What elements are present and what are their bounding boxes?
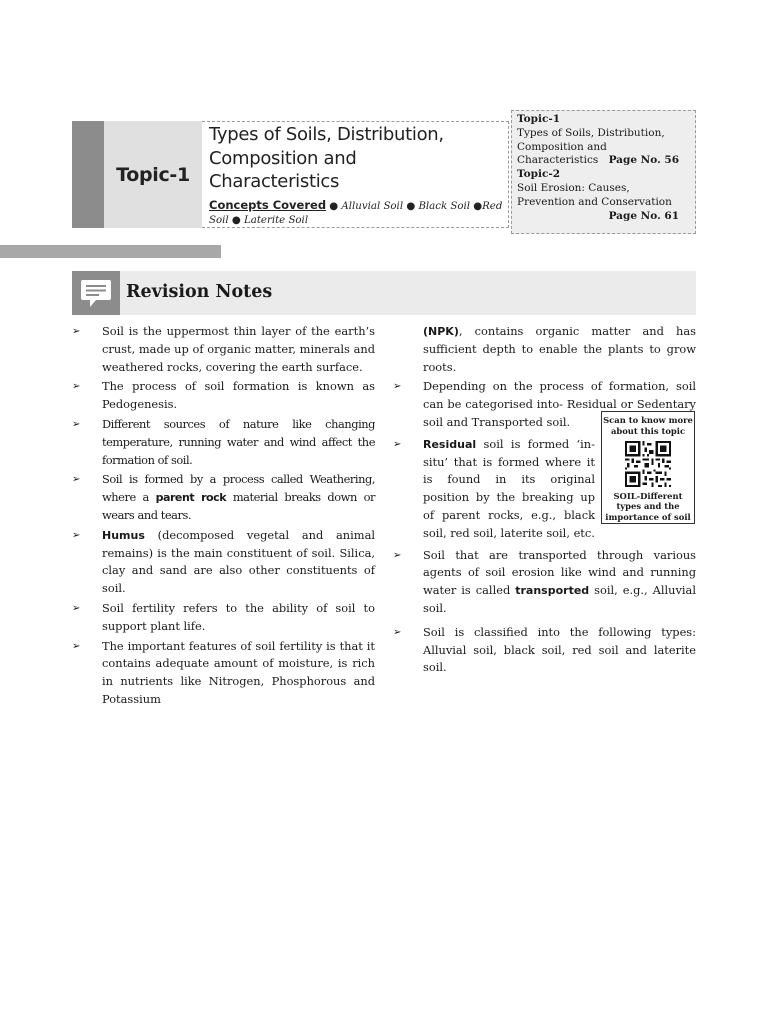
- concepts-list-line-2: Soil ● Laterite Soil: [209, 215, 309, 226]
- list-item: ➢ The process of soil formation is known as Pedogenesis.: [72, 379, 375, 412]
- section-divider-bar: [0, 245, 221, 258]
- arrow-bullet-icon: ➢: [393, 438, 402, 450]
- arrow-bullet-icon: ➢: [72, 381, 81, 393]
- concepts-list-line-1: ● Alluvial Soil ● Black Soil ●Red: [326, 200, 503, 212]
- qr-caption-line-2: types and the: [616, 501, 680, 512]
- list-item: ➢ Residual soil is formed ‘in-situ’ that is formed where it is found in its original position by the breaking up of parent rocks, e.g., black soil, red soil, laterite soil, etc.: [393, 436, 595, 540]
- qr-code-icon[interactable]: [625, 441, 671, 487]
- term-parent-rock: parent rock: [155, 491, 227, 505]
- qr-heading-line-2: about this topic: [610, 425, 686, 436]
- qr-code-panel[interactable]: [601, 411, 695, 524]
- topic-title-line-3: Characteristics: [209, 171, 340, 192]
- arrow-bullet-icon: ➢: [72, 640, 81, 652]
- list-item: ➢ The important features of soil fertility is that it contains adequate amount of moisture, is rich in nutrients like Nitrogen, Phosphorous and Potassium: [72, 638, 375, 706]
- topic-label-box: [104, 121, 202, 228]
- toc-topic1-heading: Topic-1: [517, 113, 560, 125]
- list-item: ➢ Depending on the process of formation, soil can be categorised into- Residual or Sedentary soil and Transported soil.: [393, 379, 696, 429]
- revision-notes-title: Revision Notes: [126, 282, 273, 302]
- list-item: ➢ Soil is formed by a process called Weathering, where a parent rock material breaks down or wears and tears.: [72, 472, 375, 522]
- notes-left-column: [72, 323, 375, 711]
- list-item: ➢ Soil is classified into the following types: Alluvial soil, black soil, red soil and laterite soil.: [393, 624, 696, 675]
- topic-title-line-1: Types of Soils, Distribution,: [209, 124, 444, 145]
- toc-topic2-line-1: Soil Erosion: Causes,: [517, 181, 630, 194]
- toc-topic2-heading: Topic-2: [517, 168, 560, 181]
- toc-topic1-line-1: Types of Soils, Distribution,: [517, 126, 665, 139]
- topic-title: [209, 123, 508, 194]
- toc-topic2-page: Page No. 61: [608, 209, 679, 222]
- list-item: ➢ Soil fertility refers to the ability of soil to support plant life.: [72, 600, 375, 633]
- term-npk: (NPK): [423, 325, 459, 338]
- concepts-covered: [209, 198, 508, 229]
- list-item: ➢ Soil is the uppermost thin layer of the earth’s crust, made up of organic matter, minerals and weathered rocks, covering the earth surface.: [72, 324, 375, 374]
- qr-caption-line-1: SOIL-Different: [613, 490, 683, 501]
- arrow-bullet-icon: ➢: [393, 626, 402, 638]
- topic-title-box: [202, 121, 509, 228]
- term-transported: transported: [515, 584, 590, 598]
- arrow-bullet-icon: ➢: [72, 602, 81, 614]
- term-residual: Residual: [423, 437, 477, 451]
- arrow-bullet-icon: ➢: [72, 326, 81, 337]
- concepts-covered-label: Concepts Covered: [209, 197, 327, 212]
- toc-topic2-line-2: Prevention and Conservation: [517, 195, 672, 208]
- toc-topic1-page: Page No. 56: [608, 154, 679, 167]
- arrow-bullet-icon: ➢: [393, 381, 402, 393]
- qr-caption-line-3: importance of soil: [605, 512, 691, 523]
- toc-topic1-line-3: Characteristics: [517, 154, 599, 167]
- arrow-bullet-icon: ➢: [72, 418, 80, 430]
- list-item: ➢ Different sources of nature like changing temperature, running water and wind affect the formation of soil.: [72, 416, 375, 467]
- topics-index-box: [511, 110, 696, 234]
- arrow-bullet-icon: ➢: [393, 549, 402, 561]
- qr-heading-line-1: Scan to know more: [603, 415, 693, 425]
- list-item: ➢ Soil that are transported through various agents of soil erosion like wind and running water is called transported soil, e.g., Alluvial soil.: [393, 547, 696, 615]
- list-item-continuation: (NPK), contains organic matter and has sufficient depth to enable the plants to grow roots.: [423, 324, 696, 374]
- arrow-bullet-icon: ➢: [72, 474, 80, 486]
- term-humus: Humus: [102, 528, 145, 542]
- topic-title-line-2: Composition and: [209, 147, 357, 169]
- list-item: ➢ Humus (decomposed vegetal and animal remains) is the main constituent of soil. Silica, clay and sand are also other constituents of soil.: [72, 527, 375, 596]
- topic-label: Topic-1: [116, 163, 190, 186]
- toc-topic1-line-2: Composition and: [517, 140, 607, 153]
- topic-side-bar: [72, 121, 104, 228]
- chat-note-icon: [72, 271, 120, 315]
- arrow-bullet-icon: ➢: [72, 529, 81, 541]
